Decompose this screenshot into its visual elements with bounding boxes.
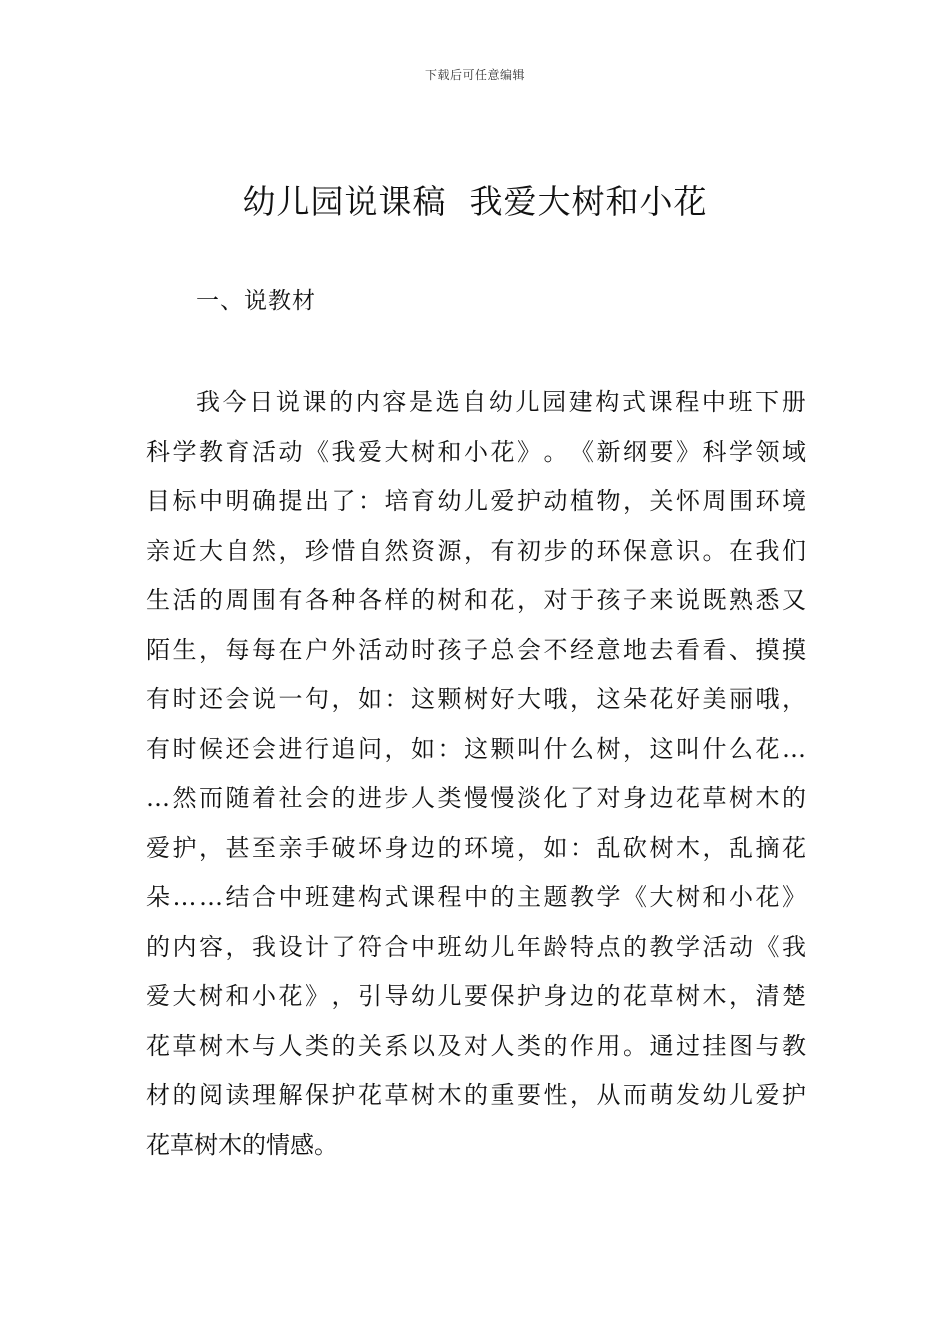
paragraph-line: 材 的 阅 读 理 解 保 护 花 草 树 木 的 重 要 性 ， 从 而 萌 发 幼 儿 爱 护 [146, 1081, 806, 1109]
paragraph-line: 花草树木的情感。 [146, 1130, 338, 1159]
paragraph-line: 目 标 中 明 确 提 出 了 ： 培 育 幼 儿 爱 护 动 植 物 ， 关 怀 周 围 环 境 [146, 487, 806, 515]
paragraph-line: 陌 生 ， 每 每 在 户 外 活 动 时 孩 子 总 会 不 经 意 地 去 看 看 、 摸 摸 [146, 635, 806, 664]
paragraph-line: 我 今 日 说 课 的 内 容 是 选 自 幼 儿 园 建 构 式 课 程 中 班 下 册 [196, 388, 806, 416]
paragraph-line: 花 草 树 木 与 人 类 的 关 系 以 及 对 人 类 的 作 用 。 通 过 挂 图 与 教 [146, 1031, 806, 1060]
header-note: 下载后可任意编辑 [424, 68, 525, 82]
paragraph-line: 的 内 容 ， 我 设 计 了 符 合 中 班 幼 儿 年 龄 特 点 的 教 学 活 动 《 我 [146, 932, 806, 961]
body-paragraph [146, 378, 806, 1170]
paragraph-line: 有 时 候 还 会 进 行 追 问 ， 如 ： 这 颗 叫 什 么 树 ， 这 叫 什 么 花 … [146, 734, 806, 763]
paragraph-line: … 然 而 随 着 社 会 的 进 步 人 类 慢 慢 淡 化 了 对 身 边 花 草 树 木 的 [146, 784, 806, 812]
paragraph-line: 科 学 教 育 活 动 《 我 爱 大 树 和 小 花 》 。 《 新 纲 要 》 科 学 领 域 [146, 437, 806, 466]
paragraph-line: 有 时 还 会 说 一 句 ， 如 ： 这 颗 树 好 大 哦 ， 这 朵 花 好 美 丽 哦 ， [146, 685, 806, 713]
page-title: 幼儿园说课稿 我爱大树和小花 [242, 182, 708, 221]
paragraph-line: 朵 … … 结 合 中 班 建 构 式 课 程 中 的 主 题 教 学 《 大 树 和 小 花 》 [146, 883, 806, 911]
paragraph-line: 爱 护 ， 甚 至 亲 手 破 坏 身 边 的 环 境 ， 如 ： 乱 砍 树 木 ， 乱 摘 花 [146, 833, 806, 862]
paragraph-line: 亲 近 大 自 然 ， 珍 惜 自 然 资 源 ， 有 初 步 的 环 保 意 识 。 在 我 们 [146, 536, 806, 565]
paragraph-line: 生 活 的 周 围 有 各 种 各 样 的 树 和 花 ， 对 于 孩 子 来 说 既 熟 悉 又 [146, 586, 806, 614]
paragraph-line: 爱 大 树 和 小 花 》 ， 引 导 幼 儿 要 保 护 身 边 的 花 草 树 木 ， 清 楚 [146, 982, 806, 1010]
section-heading: 一、说教材 [196, 288, 316, 314]
